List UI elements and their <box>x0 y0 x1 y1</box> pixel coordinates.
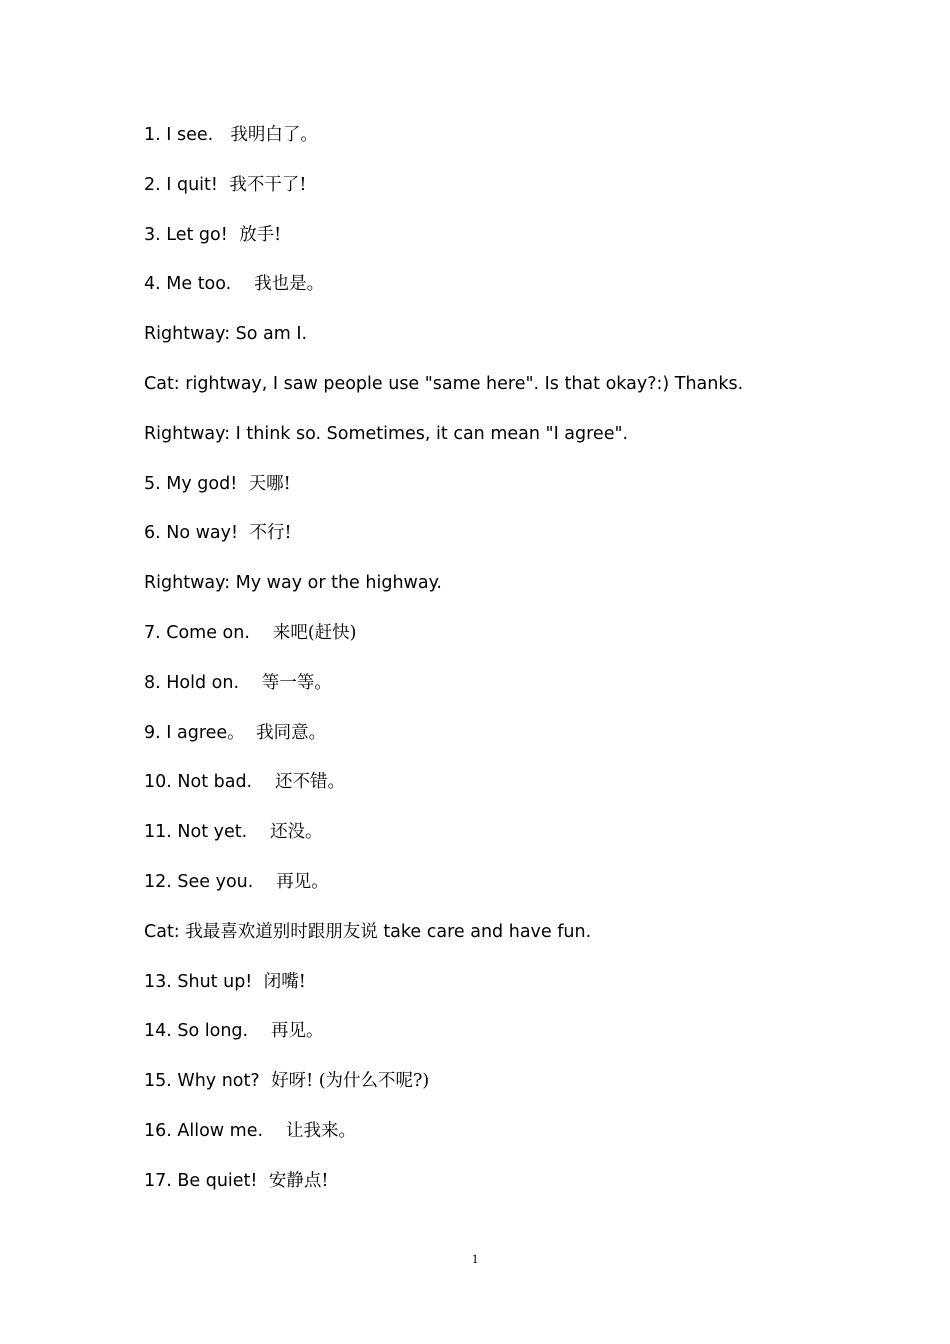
phrase-line <box>144 616 904 666</box>
chinese-text: 来吧(赶快) <box>272 622 357 643</box>
english-text: 5. My god! <box>144 473 238 494</box>
chinese-text: 我也是。 <box>254 274 325 295</box>
english-text: 13. Shut up! <box>144 971 253 992</box>
english-text: 6. No way! <box>144 523 239 544</box>
chinese-text: 天哪! <box>248 473 291 494</box>
english-text: 7. Come on. <box>144 622 250 643</box>
phrase-line <box>144 765 904 815</box>
chinese-text: 放手! <box>239 224 282 245</box>
phrase-line <box>144 865 904 915</box>
english-text: Rightway: So am I. <box>144 324 308 345</box>
page-number: 1 <box>471 1251 479 1266</box>
phrase-line <box>144 168 904 218</box>
chinese-text: 我不干了! <box>229 174 307 195</box>
phrase-line <box>144 915 904 965</box>
chinese-text: 不行! <box>249 523 292 544</box>
phrase-line <box>144 417 904 467</box>
phrase-line <box>144 267 904 317</box>
chinese-text: 还不错。 <box>275 772 346 793</box>
english-text: 1. I see. <box>144 125 214 145</box>
phrase-line <box>144 118 904 168</box>
english-text: 9. I agree。 <box>144 722 245 743</box>
english-text: Rightway: My way or the highway. <box>144 573 442 594</box>
phrase-list <box>144 118 904 1214</box>
chinese-text: 安静点! <box>268 1170 329 1191</box>
english-text: Rightway: I think so. Sometimes, it can mean "I agree". <box>144 423 629 444</box>
phrase-line <box>144 666 904 716</box>
chinese-text: 我明白了。 <box>230 125 318 145</box>
phrase-line <box>144 965 904 1015</box>
english-text: 10. Not bad. <box>144 772 253 793</box>
chinese-text: 闭嘴! <box>263 971 306 992</box>
phrase-line <box>144 716 904 766</box>
phrase-line <box>144 516 904 566</box>
phrase-line <box>144 1064 904 1114</box>
chinese-text: 再见。 <box>271 1021 324 1042</box>
phrase-line <box>144 467 904 517</box>
english-text: 2. I quit! <box>144 174 218 195</box>
phrase-line <box>144 367 904 417</box>
chinese-text: 还没。 <box>270 822 323 843</box>
phrase-line <box>144 1114 904 1164</box>
chinese-text: 我同意。 <box>256 722 327 743</box>
phrase-line <box>144 566 904 616</box>
english-text: 17. Be quiet! <box>144 1170 258 1191</box>
english-text: 15. Why not? <box>144 1071 260 1092</box>
english-text: 8. Hold on. <box>144 672 240 693</box>
english-text: Cat: 我最喜欢道别时跟朋友说 take care and have fun. <box>144 921 592 942</box>
phrase-line <box>144 1014 904 1064</box>
english-text: 4. Me too. <box>144 274 232 295</box>
phrase-line <box>144 317 904 367</box>
phrase-line <box>144 218 904 268</box>
english-text: 11. Not yet. <box>144 822 248 843</box>
english-text: Cat: rightway, I saw people use "same here". Is that okay?:) Thanks. <box>144 373 744 394</box>
phrase-line <box>144 815 904 865</box>
english-text: 16. Allow me. <box>144 1120 264 1141</box>
english-text: 12. See you. <box>144 871 254 892</box>
phrase-line <box>144 1164 904 1214</box>
chinese-text: 等一等。 <box>261 672 332 693</box>
chinese-text: 好呀! (为什么不呢?) <box>271 1071 430 1092</box>
english-text: 3. Let go! <box>144 224 228 245</box>
chinese-text: 再见。 <box>276 871 329 892</box>
english-text: 14. So long. <box>144 1021 249 1042</box>
chinese-text: 让我来。 <box>285 1120 356 1141</box>
